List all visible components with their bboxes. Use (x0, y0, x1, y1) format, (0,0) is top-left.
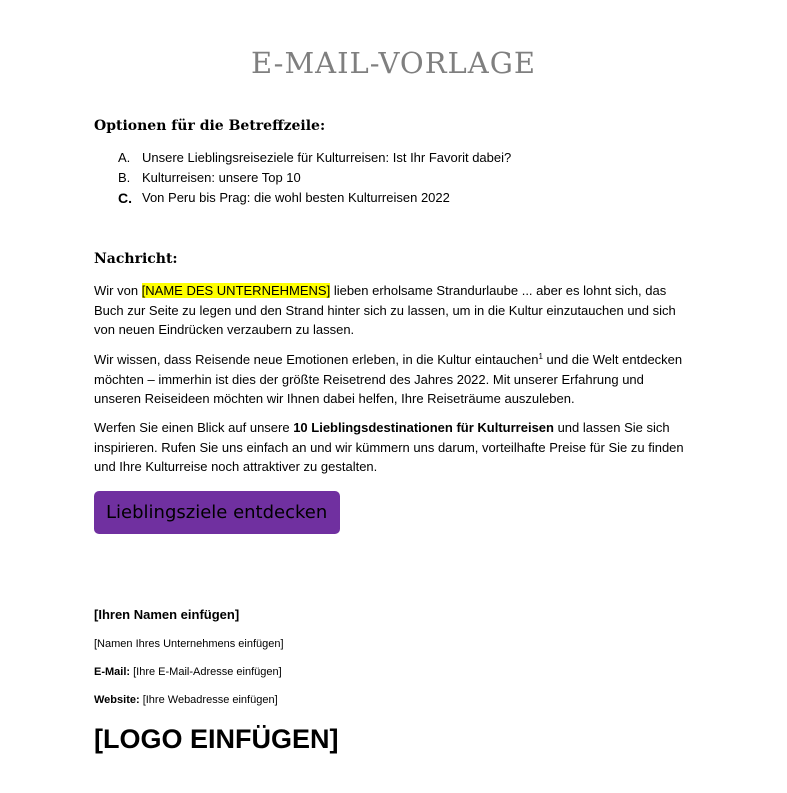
subject-options-heading: Optionen für die Betreffzeile: (94, 118, 326, 134)
list-marker: B. (118, 170, 131, 185)
paragraph-text: und die Welt entdecken möchten – immerhin ist dies der größte Reisetrend des Jahres 2022. Mit unserer Erfahrung und unseren Reiseideen möchten wir Ihnen dabei helfen, Ihre Reiseträume auszuleben. (94, 352, 683, 406)
list-marker: C. (118, 190, 132, 206)
signature-name: [Ihren Namen einfügen] (94, 607, 240, 622)
paragraph-text: Wir wissen, dass Reisende neue Emotionen erleben, in die Kultur eintauchen (94, 352, 539, 367)
paragraph-text: und lassen Sie sich inspirieren. Rufen Sie uns einfach an und wir kümmern uns darum, vorteilhafte Preise für Sie zu finden und Ihre Kulturreise noch attraktiver zu gestalten. (94, 420, 684, 474)
email-label: E-Mail: (94, 666, 131, 678)
footnote-reference[interactable]: 1 (538, 352, 543, 361)
bold-destinations-text: 10 Lieblingsdestinationen für Kulturreisen (293, 420, 554, 435)
paragraph-text: lieben erholsame Strandurlaube ... aber es lohnt sich, das Buch zur Seite zu legen und den Strand hinter sich zu lassen, um in die Kultur einzutauchen und sich von neuen Eindrücken verzaubern zu lassen. (94, 283, 676, 337)
list-item (94, 148, 714, 168)
list-marker: A. (118, 150, 131, 165)
subject-options-list (94, 148, 714, 208)
signature-website (94, 694, 278, 706)
subject-option-text: Unsere Lieblingsreiseziele für Kulturreisen: Ist Ihr Favorit dabei? (142, 150, 512, 165)
message-paragraph (94, 350, 694, 409)
company-name-placeholder: [NAME DES UNTERNEHMENS] (141, 283, 331, 298)
logo-placeholder: [LOGO EINFÜGEN] (94, 724, 339, 754)
paragraph-text: Wir von (94, 283, 142, 298)
discover-destinations-button[interactable]: Lieblingsziele entdecken (94, 491, 340, 534)
list-item (94, 168, 714, 188)
signature-email (94, 666, 282, 678)
website-label: Website: (94, 694, 140, 706)
email-value: [Ihre E-Mail-Adresse einfügen] (130, 666, 282, 678)
message-heading: Nachricht: (94, 251, 178, 267)
paragraph-text: Werfen Sie einen Blick auf unsere (94, 420, 294, 435)
subject-option-text: Von Peru bis Prag: die wohl besten Kulturreisen 2022 (142, 190, 450, 205)
message-paragraph (94, 418, 694, 477)
signature-company: [Namen Ihres Unternehmens einfügen] (94, 638, 284, 650)
website-value: [Ihre Webadresse einfügen] (139, 694, 278, 706)
list-item (94, 188, 714, 208)
message-paragraph (94, 281, 694, 340)
subject-option-text: Kulturreisen: unsere Top 10 (142, 170, 301, 185)
page-title: E-MAIL-VORLAGE (250, 46, 537, 80)
